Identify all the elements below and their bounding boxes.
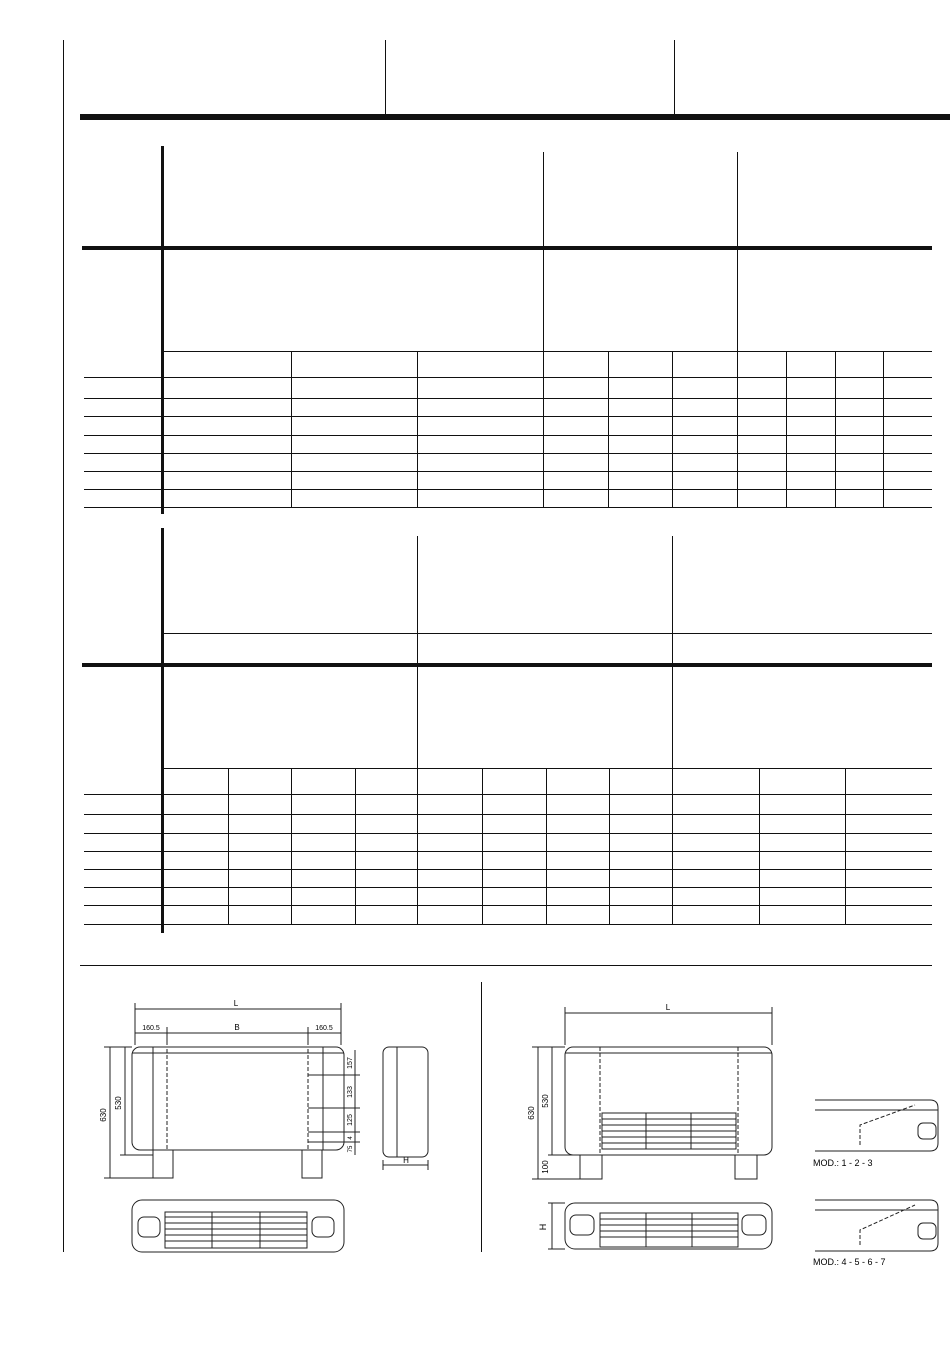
dim-label-L: L xyxy=(665,1003,671,1012)
table-row xyxy=(84,416,932,417)
table-row xyxy=(84,398,932,399)
table-row xyxy=(84,814,932,815)
table-row xyxy=(84,924,932,925)
dim-label-H: H xyxy=(403,1156,409,1165)
dim-label-630: 630 xyxy=(527,1106,536,1120)
dim-label-530: 530 xyxy=(114,1096,123,1110)
table-row xyxy=(84,471,932,472)
dim-label-530: 530 xyxy=(541,1094,550,1108)
drawings-center-line xyxy=(481,982,482,1252)
dim-label-B: B xyxy=(234,1023,240,1032)
dim-label-side-a: 160.5 xyxy=(142,1025,160,1032)
table-row xyxy=(84,887,932,888)
dim-label-L: L xyxy=(233,999,239,1008)
drawings-divider xyxy=(80,965,932,966)
dim-label-630: 630 xyxy=(99,1108,108,1122)
dim-label-side-b: 160.5 xyxy=(315,1025,333,1032)
table-row xyxy=(84,833,932,834)
table-row xyxy=(84,435,932,436)
dim-label-75: 75 xyxy=(348,1145,354,1153)
dim-label-133: 133 xyxy=(347,1086,354,1098)
dim-label-125: 125 xyxy=(347,1114,354,1126)
model-caption-2: MOD.: 4 - 5 - 6 - 7 xyxy=(813,1257,886,1267)
table-row xyxy=(84,794,932,795)
table-row xyxy=(84,905,932,906)
table-row xyxy=(84,851,932,852)
dim-label-4: 4 xyxy=(348,1136,354,1140)
table-row xyxy=(84,489,932,490)
dim-label-100: 100 xyxy=(541,1160,550,1174)
unit-dimension-drawing-right xyxy=(520,995,945,1275)
model-caption-1: MOD.: 1 - 2 - 3 xyxy=(813,1158,873,1168)
dim-label-157: 157 xyxy=(347,1057,354,1069)
table-row xyxy=(84,507,932,508)
unit-dimension-drawing-left xyxy=(90,995,450,1260)
dim-label-H: H xyxy=(538,1223,548,1231)
page-margin-line xyxy=(63,40,64,1252)
table-row xyxy=(84,453,932,454)
table-row xyxy=(84,869,932,870)
header-rule xyxy=(80,114,950,120)
table-row xyxy=(84,377,932,378)
